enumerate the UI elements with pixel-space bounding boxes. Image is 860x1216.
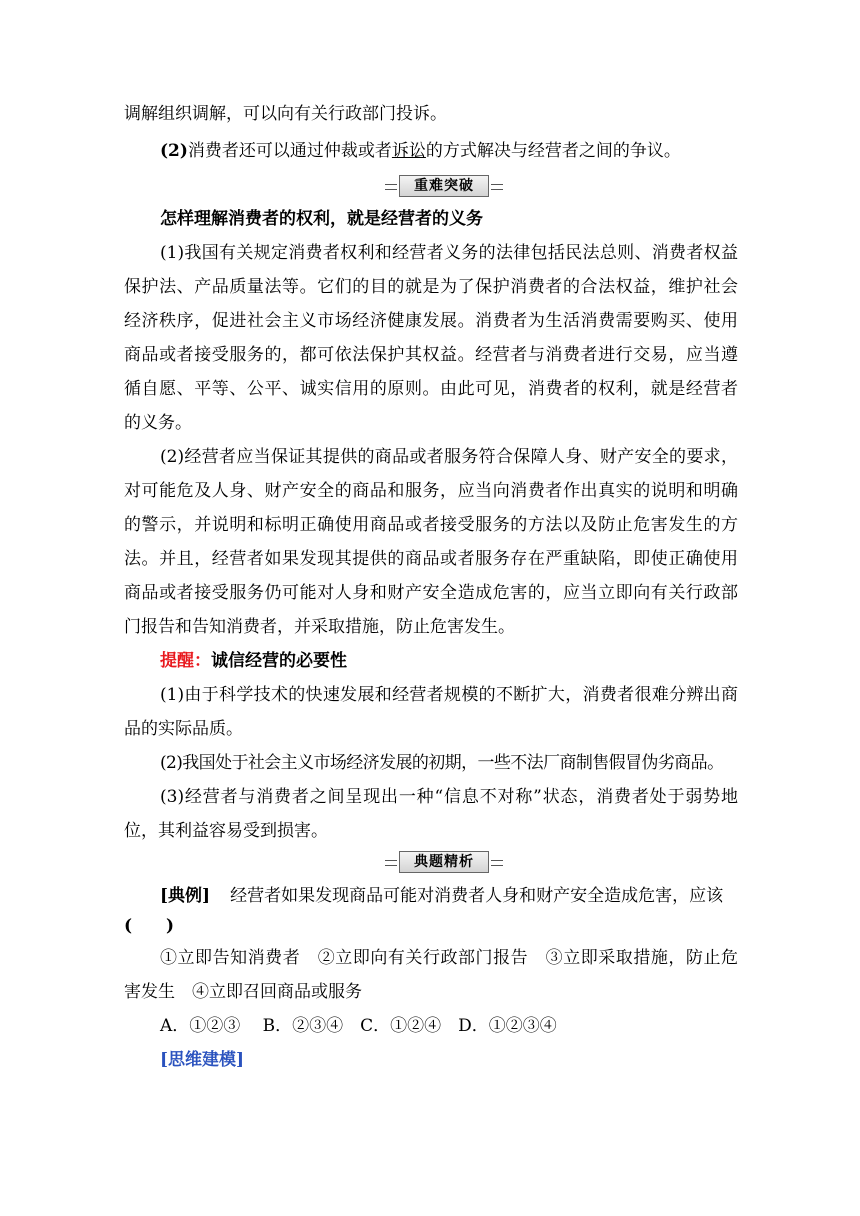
example-question — [160, 885, 738, 907]
thinking-model-tag: [思维建模] — [160, 1050, 245, 1070]
text-line: 保护法、产品质量法等。它们的目的就是为了保护消费者的合法权益，维护社会 — [124, 277, 738, 297]
text-line: (1)由于科学技术的快速发展和经营者规模的不断扩大，消费者很难分辨出商 — [160, 685, 738, 705]
intro-line: 调解组织调解，可以向有关行政部门投诉。 — [124, 104, 447, 124]
reminder-title: 诚信经营的必要性 — [211, 651, 347, 671]
text-line: 的义务。 — [124, 413, 192, 433]
text-line: 的警示，并说明和标明正确使用商品或者接受服务的方法以及防止危害发生的方 — [124, 515, 738, 535]
options-line: 害发生 ④立即召回商品或服务 — [124, 982, 362, 1002]
text-line: 商品或者接受服务的，都可依法保护其权益。经营者与消费者进行交易，应当遵 — [124, 345, 738, 365]
text-line: 对可能危及人身、财产安全的商品和服务，应当向消费者作出真实的说明和明确 — [124, 481, 738, 501]
options-line: ①立即告知消费者 ②立即向有关行政部门报告 ③立即采取措施，防止危 — [160, 948, 738, 968]
section-banner-key-points — [385, 175, 503, 197]
example-tag: [典例] — [160, 886, 211, 906]
text-line: 循自愿、平等、公平、诚实信用的原则。由此可见，消费者的权利，就是经营者 — [124, 379, 738, 399]
text-line: 商品或者接受服务仍可能对人身和财产安全造成危害的，应当立即向有关行政部 — [124, 583, 738, 603]
text-line: 门报告和告知消费者，并采取措施，防止危害发生。 — [124, 617, 515, 637]
paragraph-2 — [160, 140, 738, 162]
text-fragment: 消费者还可以通过仲裁或者 — [187, 141, 392, 161]
answer-choices: A．①②③ B．②③④ C．①②④ D．①②③④ — [160, 1016, 557, 1036]
section-banner-example — [385, 851, 503, 873]
answer-paren: ( ) — [124, 916, 175, 936]
text-line: 位，其利益容易受到损害。 — [124, 821, 328, 841]
text-line: (3)经营者与消费者之间呈现出一种“信息不对称”状态，消费者处于弱势地 — [160, 787, 738, 807]
underlined-term: 诉讼 — [391, 141, 426, 161]
example-text: 经营者如果发现商品可能对消费者人身和财产安全造成危害，应该 — [230, 886, 724, 906]
text-line: 品的实际品质。 — [124, 719, 243, 739]
item-number: (2) — [160, 141, 188, 161]
text-line: 法。并且，经营者如果发现其提供的商品或者服务存在严重缺陷，即使正确使用 — [124, 549, 738, 569]
text-line: (1)我国有关规定消费者权利和经营者义务的法律包括民法总则、消费者权益 — [160, 243, 738, 263]
banner-label: 典题精析 — [399, 851, 489, 873]
section-heading: 怎样理解消费者的权利，就是经营者的义务 — [160, 209, 483, 229]
text-line: (2)我国处于社会主义市场经济发展的初期，一些不法厂商制售假冒伪劣商品。 — [160, 753, 724, 773]
banner-label: 重难突破 — [399, 175, 489, 197]
reminder-label: 提醒： — [160, 651, 211, 671]
reminder-heading — [160, 650, 738, 672]
text-line: 经济秩序，促进社会主义市场经济健康发展。消费者为生活消费需要购买、使用 — [124, 311, 738, 331]
text-line: (2)经营者应当保证其提供的商品或者服务符合保障人身、财产安全的要求， — [160, 447, 738, 467]
text-fragment: 的方式解决与经营者之间的争议。 — [425, 141, 681, 161]
